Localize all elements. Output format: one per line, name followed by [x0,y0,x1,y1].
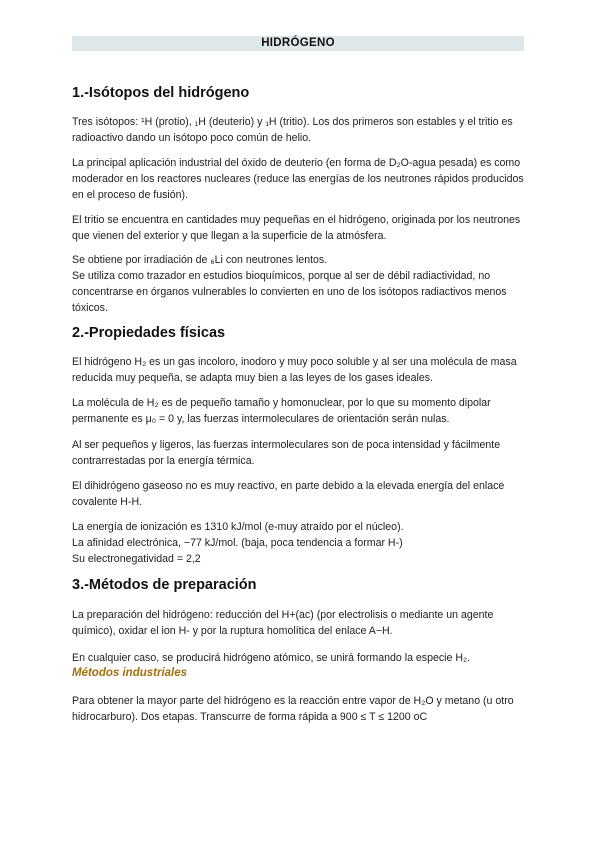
document-title: HIDRÓGENO [72,36,524,51]
section-3-paragraph-1: La preparación del hidrógeno: reducción del H+(ac) (por electrolisis o mediante un agente químico), oxidar el ion H- y por la ruptura homolítica del enlace A−H. [72,609,494,637]
section-2-paragraph-1: El hidrógeno H₂ es un gas incoloro, inodoro y muy poco soluble y al ser una molécula de masa reducida muy pequeña, se adapta muy bien a las leyes de los gases ideales. [72,356,517,384]
section-1-paragraph-4b: Se utiliza como trazador en estudios bioquímicos, porque al ser de débil radiactividad, no concentrarse en órganos vulnerables lo convierten en uno de los isótopos radiactivos menos tóxicos. [72,270,507,314]
section-2-paragraph-5a: La energía de ionización es 1310 kJ/mol (e-muy atraído por el núcleo). [72,521,404,533]
section-1-heading: 1.-Isótopos del hidrógeno [72,85,250,101]
section-1-paragraph-2: La principal aplicación industrial del óxido de deuterio (en forma de D₂O-agua pesada) es como moderador en los reactores nucleares (reduce las energías de los neutrones rápidos producidos en el proceso de fusión). [72,157,524,201]
section-2-heading: 2.-Propiedades físicas [72,325,226,341]
section-2-paragraph-4: El dihidrógeno gaseoso no es muy reactivo, en parte debido a la elevada energía del enlace covalente H-H. [72,480,505,508]
industrial-methods-subheading: Métodos industriales [72,667,188,679]
section-2-paragraph-2: La molécula de H₂ es de pequeño tamaño y homonuclear, por lo que su momento dipolar permanente es μ₀ = 0 y, las fuerzas intermoleculares de orientación serán nulas. [72,397,491,425]
section-3-heading: 3.-Métodos de preparación [72,577,257,593]
section-1-paragraph-3: El tritio se encuentra en cantidades muy pequeñas en el hidrógeno, originada por los neutrones que vienen del exterior y que llegan a la superficie de la atmósfera. [72,214,521,242]
section-2-paragraph-5c: Su electronegatividad = 2,2 [72,553,201,565]
section-3-paragraph-3: Para obtener la mayor parte del hidrógeno es la reacción entre vapor de H₂O y metano (u otro hidrocarburo). Dos etapas. Transcurre de forma rápida a 900 ≤ T ≤ 1200 oC [72,695,514,723]
section-2-paragraph-5b: La afinidad electrónica, −77 kJ/mol. (baja, poca tendencia a formar H-) [72,537,403,549]
section-2-paragraph-3: Al ser pequeños y ligeros, las fuerzas intermoleculares son de poca intensidad y fácilmente contrarrestadas por la energía térmica. [72,439,501,467]
section-1-paragraph-4a: Se obtiene por irradiación de ₆Li con neutrones lentos. [72,254,328,266]
section-1-paragraph-1: Tres isótopos: ¹H (protio), ₁H (deuterio) y ₁H (tritio). Los dos primeros son estables y el tritio es radioactivo dando un isótopo poco común de helio. [72,116,513,144]
section-3-paragraph-2: En cualquier caso, se producirá hidrógeno atómico, se unirá formando la especie H₂. [72,652,471,664]
